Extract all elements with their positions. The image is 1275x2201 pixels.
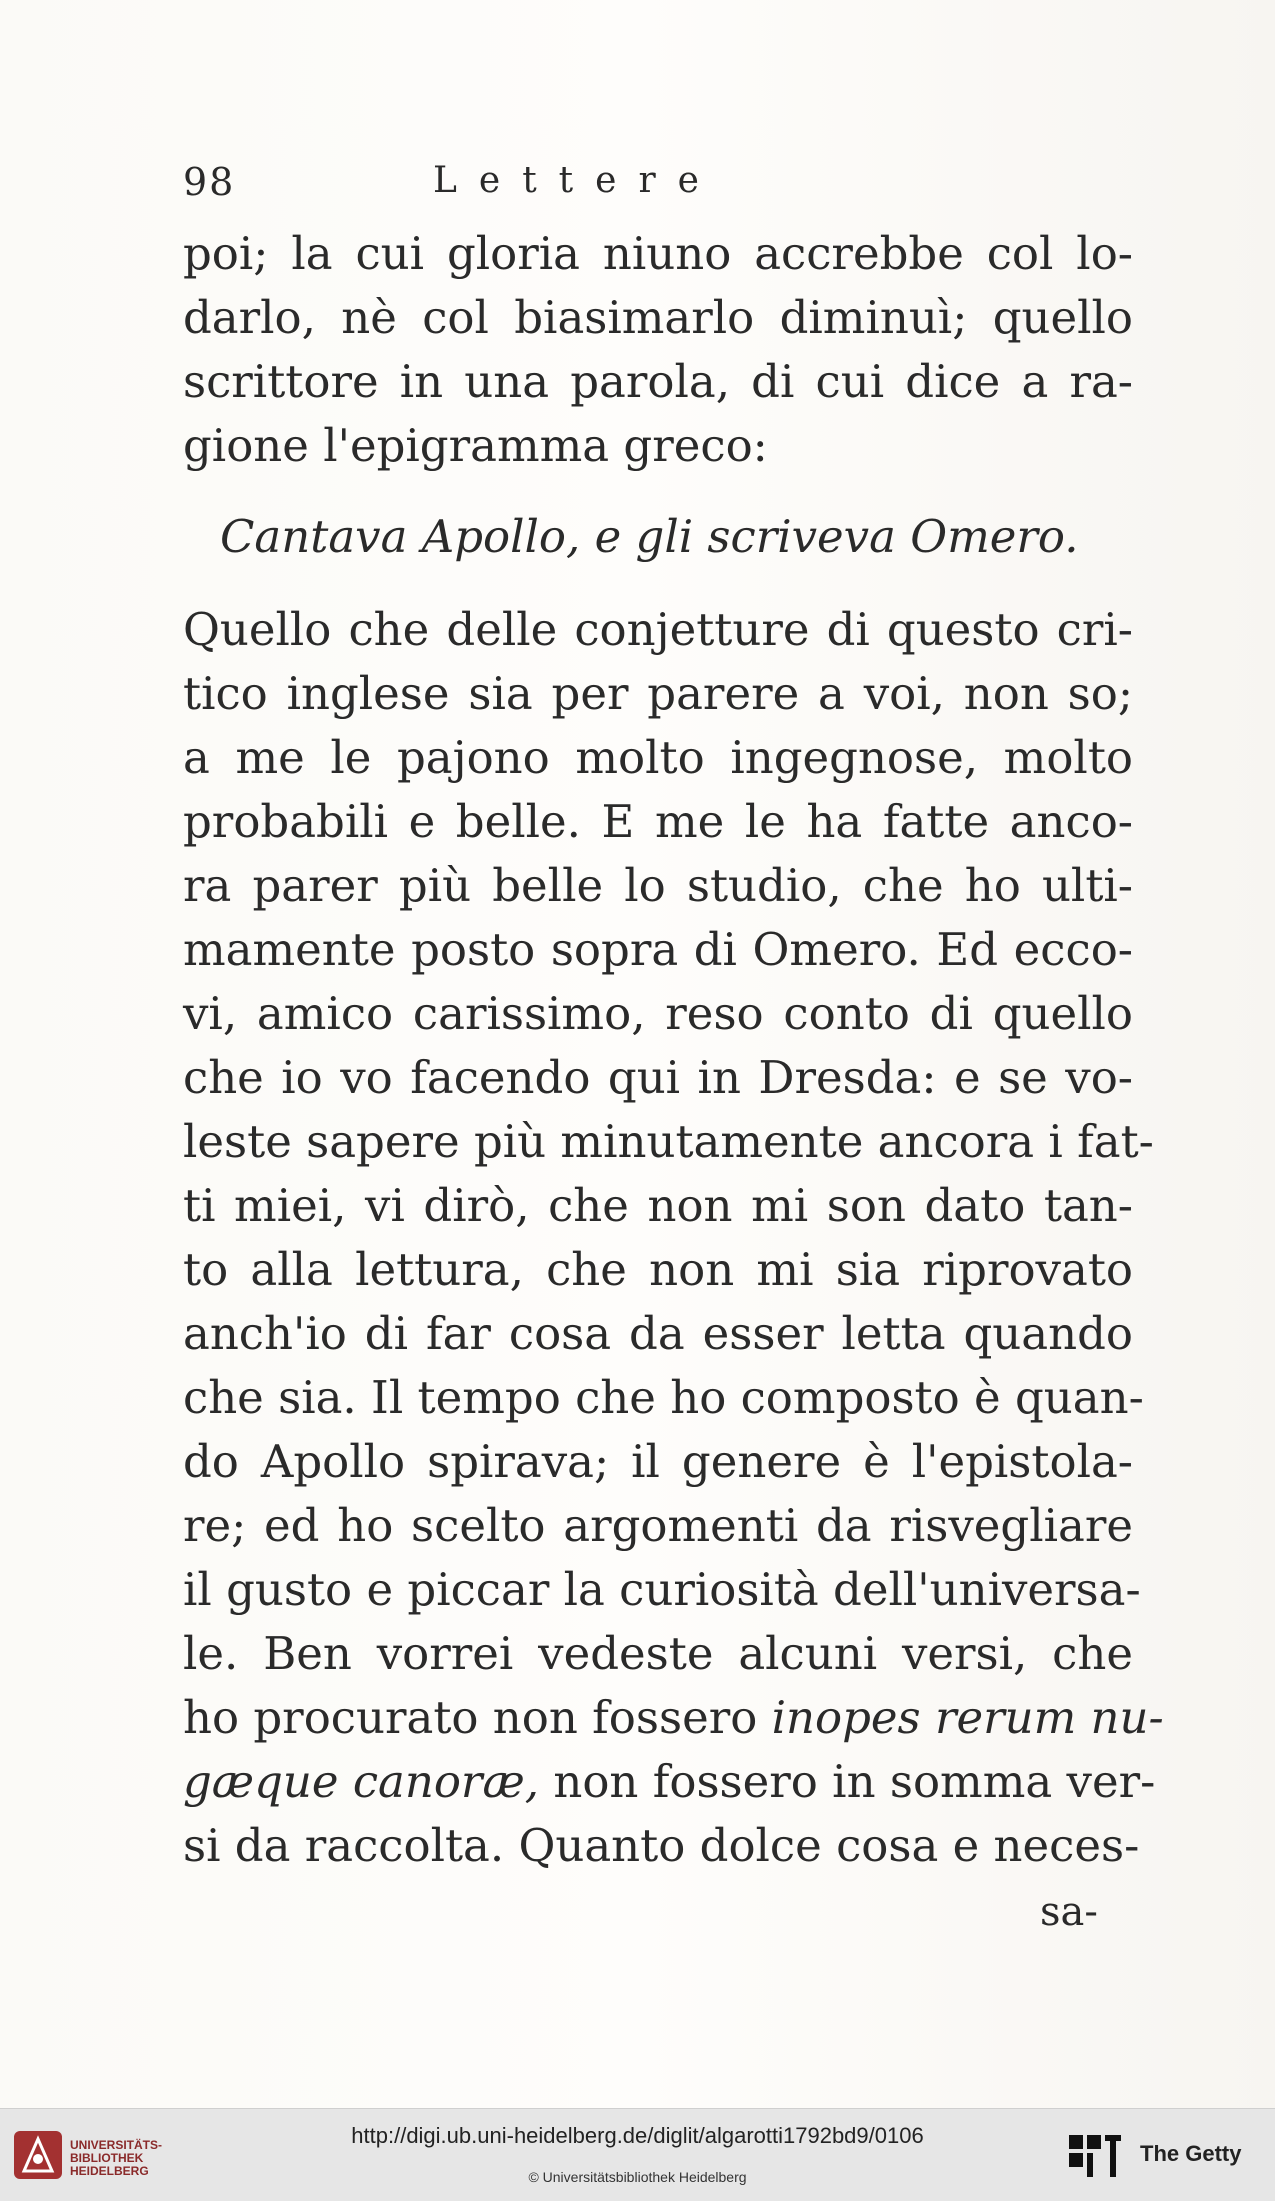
text-line: vi, amico carissimo, reso conto di quello bbox=[183, 987, 1133, 1040]
verse-quote: Cantava Apollo, e gli scriveva Omero. bbox=[220, 510, 1079, 563]
latin-quote: inopes rerum nu- bbox=[771, 1691, 1164, 1744]
institution-line: HEIDELBERG bbox=[70, 2164, 149, 2178]
institution-line: BIBLIOTHEK bbox=[70, 2151, 144, 2165]
text-line: tico inglese sia per parere a voi, non so; bbox=[183, 667, 1133, 720]
running-title: Lettere bbox=[433, 160, 721, 201]
text-line: a me le pajono molto ingegnose, molto bbox=[183, 731, 1133, 784]
copyright-notice: © Universitätsbibliothek Heidelberg bbox=[528, 2169, 747, 2185]
text-line: gione l'epigramma greco: bbox=[183, 419, 768, 472]
text-line: le. Ben vorrei vedeste alcuni versi, che bbox=[183, 1627, 1133, 1680]
partner-name: The Getty bbox=[1140, 2141, 1242, 2166]
text-line: to alla lettura, che non mi sia riprovato bbox=[183, 1243, 1133, 1296]
permalink-url[interactable]: http://digi.ub.uni-heidelberg.de/diglit/algarotti1792bd9/0106 bbox=[351, 2123, 924, 2148]
text-line: ra parer più belle lo studio, che ho ulti- bbox=[183, 859, 1133, 912]
viewer-footer bbox=[0, 2108, 1275, 2201]
text-line-mixed bbox=[183, 1750, 1156, 1814]
catchword: sa- bbox=[1040, 1889, 1098, 1935]
text-line: poi; la cui gloria niuno accrebbe col lo- bbox=[183, 227, 1133, 280]
text-line: che io vo facendo qui in Dresda: e se vo- bbox=[183, 1051, 1133, 1104]
page-number: 98 bbox=[183, 160, 236, 204]
text-line: il gusto e piccar la curiosità dell'universa- bbox=[183, 1563, 1141, 1616]
text-line: leste sapere più minutamente ancora i fat- bbox=[183, 1115, 1154, 1168]
getty-logo[interactable] bbox=[1065, 2131, 1255, 2181]
text-segment: non fossero in somma ver- bbox=[539, 1755, 1156, 1808]
getty-mark-icon bbox=[1065, 2131, 1125, 2181]
text-line: che sia. Il tempo che ho composto è quan- bbox=[183, 1371, 1144, 1424]
text-line: darlo, nè col biasimarlo diminuì; quello bbox=[183, 291, 1133, 344]
text-line: ti miei, vi dirò, che non mi son dato tan- bbox=[183, 1179, 1133, 1232]
text-segment: ho procurato non fossero bbox=[183, 1691, 772, 1744]
text-line: Quello che delle conjetture di questo cri- bbox=[183, 603, 1133, 656]
text-line: si da raccolta. Quanto dolce cosa e neces- bbox=[183, 1819, 1140, 1872]
page-header bbox=[183, 160, 883, 220]
text-line: re; ed ho scelto argomenti da risvegliare bbox=[183, 1499, 1133, 1552]
text-line: probabili e belle. E me le ha fatte anco- bbox=[183, 795, 1133, 848]
text-line-mixed bbox=[183, 1686, 1164, 1750]
latin-quote: gæque canoræ, bbox=[183, 1755, 540, 1808]
text-line: mamente posto sopra di Omero. Ed ecco- bbox=[183, 923, 1133, 976]
text-line: scrittore in una parola, di cui dice a ra- bbox=[183, 355, 1133, 408]
text-line: do Apollo spirava; il genere è l'epistola- bbox=[183, 1435, 1133, 1488]
institution-line: UNIVERSITÄTS- bbox=[70, 2138, 163, 2152]
text-line: anch'io di far cosa da esser letta quando bbox=[183, 1307, 1133, 1360]
